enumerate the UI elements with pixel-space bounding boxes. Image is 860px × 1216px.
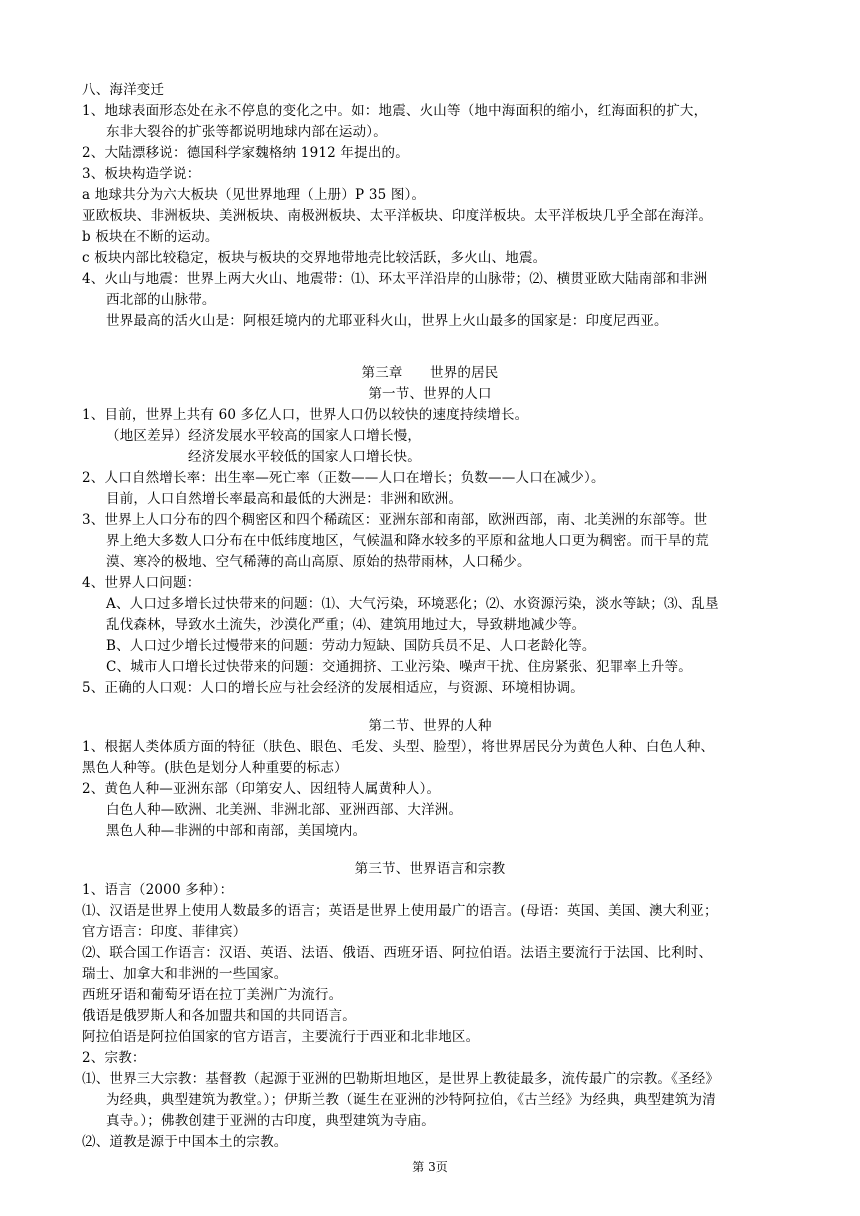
- section-title: 第三节、世界语言和宗教: [354, 861, 506, 877]
- text-line: 白色人种—欧洲、北美洲、非洲北部、亚洲西部、大洋洲。: [106, 802, 463, 818]
- text-line: 为经典，典型建筑为教堂。）；伊斯兰教（诞生在亚洲的沙特阿拉伯，《古兰经》为经典，典型建筑为清: [106, 1092, 716, 1108]
- text-line: 界上绝大多数人口分布在中低纬度地区，气候温和降水较多的平原和盆地人口更为稠密。而干旱的荒: [106, 533, 709, 549]
- text-line: 目前，人口自然增长率最高和最低的大洲是：非洲和欧洲。: [106, 491, 463, 507]
- text-line: 俄语是俄罗斯人和各加盟共和国的共同语言。: [82, 1008, 356, 1024]
- text-line: 黑色人种等。(肤色是划分人种重要的标志）: [82, 760, 348, 776]
- section-title: 第一节、世界的人口: [368, 386, 492, 402]
- text-line: 西班牙语和葡萄牙语在拉丁美洲广为流行。: [82, 987, 343, 1003]
- text-line: 经济发展水平较低的国家人口增长快。: [188, 449, 421, 465]
- text-line: 世界最高的活火山是：阿根廷境内的尤耶亚科火山，世界上火山最多的国家是：印度尼西亚。: [106, 313, 668, 329]
- text-line: a 地球共分为六大板块（见世界地理（上册）P 35 图）。: [82, 187, 426, 203]
- text-line: 官方语言：印度、菲律宾）: [82, 924, 247, 940]
- text-line: C、城市人口增长过快带来的问题：交通拥挤、工业污染、噪声干扰、住房紧张、犯罪率上升等。: [106, 659, 692, 675]
- text-line: 2、人口自然增长率：出生率—死亡率（正数——人口在增长；负数——人口在减少）。: [82, 470, 605, 486]
- text-line: 3、板块构造学说：: [82, 166, 201, 182]
- text-line: 瑞士、加拿大和非洲的一些国家。: [82, 966, 288, 982]
- text-line: 2、宗教：: [82, 1050, 146, 1066]
- text-line: 5、正确的人口观：人口的增长应与社会经济的发展相适应，与资源、环境相协调。: [82, 680, 584, 696]
- text-line: ⑴、世界三大宗教：基督教（起源于亚洲的巴勒斯坦地区，是世界上教徒最多，流传最广的宗教。《圣经》: [82, 1071, 720, 1087]
- text-line: 真寺。）；佛教创建于亚洲的古印度，典型建筑为寺庙。: [106, 1113, 435, 1129]
- text-line: 1、语言（2000 多种）：: [82, 882, 234, 898]
- text-line: （地区差异）经济发展水平较高的国家人口增长慢，: [106, 428, 422, 444]
- text-line: 2、大陆漂移说：德国科学家魏格纳 1912 年提出的。: [82, 145, 409, 161]
- text-line: 阿拉伯语是阿拉伯国家的官方语言，主要流行于西亚和北非地区。: [82, 1029, 480, 1045]
- text-line: 亚欧板块、非洲板块、美洲板块、南极洲板块、太平洋板块、印度洋板块。太平洋板块几乎全部在海洋。: [82, 208, 713, 224]
- text-line: 漠、寒冷的极地、空气稀薄的高山高原、原始的热带雨林，人口稀少。: [106, 554, 531, 570]
- text-line: 西北部的山脉带。: [106, 292, 216, 308]
- text-line: b 板块在不断的运动。: [82, 229, 219, 245]
- text-line: c 板块内部比较稳定，板块与板块的交界地带地壳比较活跃，多火山、地震。: [82, 250, 547, 266]
- text-line: 1、目前，世界上共有 60 多亿人口，世界人口仍以较快的速度持续增长。: [82, 407, 529, 423]
- text-line: B、人口过少增长过慢带来的问题：劳动力短缺、国防兵员不足、人口老龄化等。: [106, 638, 596, 654]
- text-line: 3、世界上人口分布的四个稠密区和四个稀疏区：亚洲东部和南部，欧洲西部，南、北美洲的东部等。世: [82, 512, 708, 528]
- text-line: 乱伐森林，导致水土流失，沙漠化严重；⑷、建筑用地过大，导致耕地减少等。: [106, 617, 586, 633]
- section-title: 第二节、世界的人种: [368, 718, 492, 734]
- text-line: 1、根据人类体质方面的特征（肤色、眼色、毛发、头型、脸型），将世界居民分为黄色人种、白色人种、: [82, 739, 715, 755]
- text-line: 1、地球表面形态处在永不停息的变化之中。如：地震、火山等（地中海面积的缩小，红海面积的扩大，: [82, 103, 708, 119]
- page-number: 第 3页: [412, 1160, 448, 1174]
- text-line: 2、黄色人种—亚洲东部（印第安人、因纽特人属黄种人）。: [82, 781, 441, 797]
- text-line: ⑵、联合国工作语言：汉语、英语、法语、俄语、西班牙语、阿拉伯语。法语主要流行于法国、比利时、: [82, 945, 713, 961]
- text-line: A、人口过多增长过快带来的问题：⑴、大气污染，环境恶化；⑵、水资源污染，淡水等缺；⑶、乱垦: [106, 596, 719, 612]
- text-line: ⑴、汉语是世界上使用人数最多的语言；英语是世界上使用最广的语言。(母语：英国、美国、澳大利亚；: [82, 903, 718, 919]
- text-line: 4、火山与地震：世界上两大火山、地震带：⑴、环太平洋沿岸的山脉带；⑵、横贯亚欧大陆南部和非洲: [82, 271, 708, 287]
- text-line: 4、世界人口问题：: [82, 575, 201, 591]
- chapter-title: 第三章 世界的居民: [361, 365, 499, 381]
- text-line: 东非大裂谷的扩张等都说明地球内部在运动）。: [106, 124, 387, 140]
- text-line: 黑色人种—非洲的中部和南部，美国境内。: [106, 823, 367, 839]
- section-heading: 八、海洋变迁: [82, 82, 165, 98]
- text-line: ⑵、道教是源于中国本土的宗教。: [82, 1134, 288, 1150]
